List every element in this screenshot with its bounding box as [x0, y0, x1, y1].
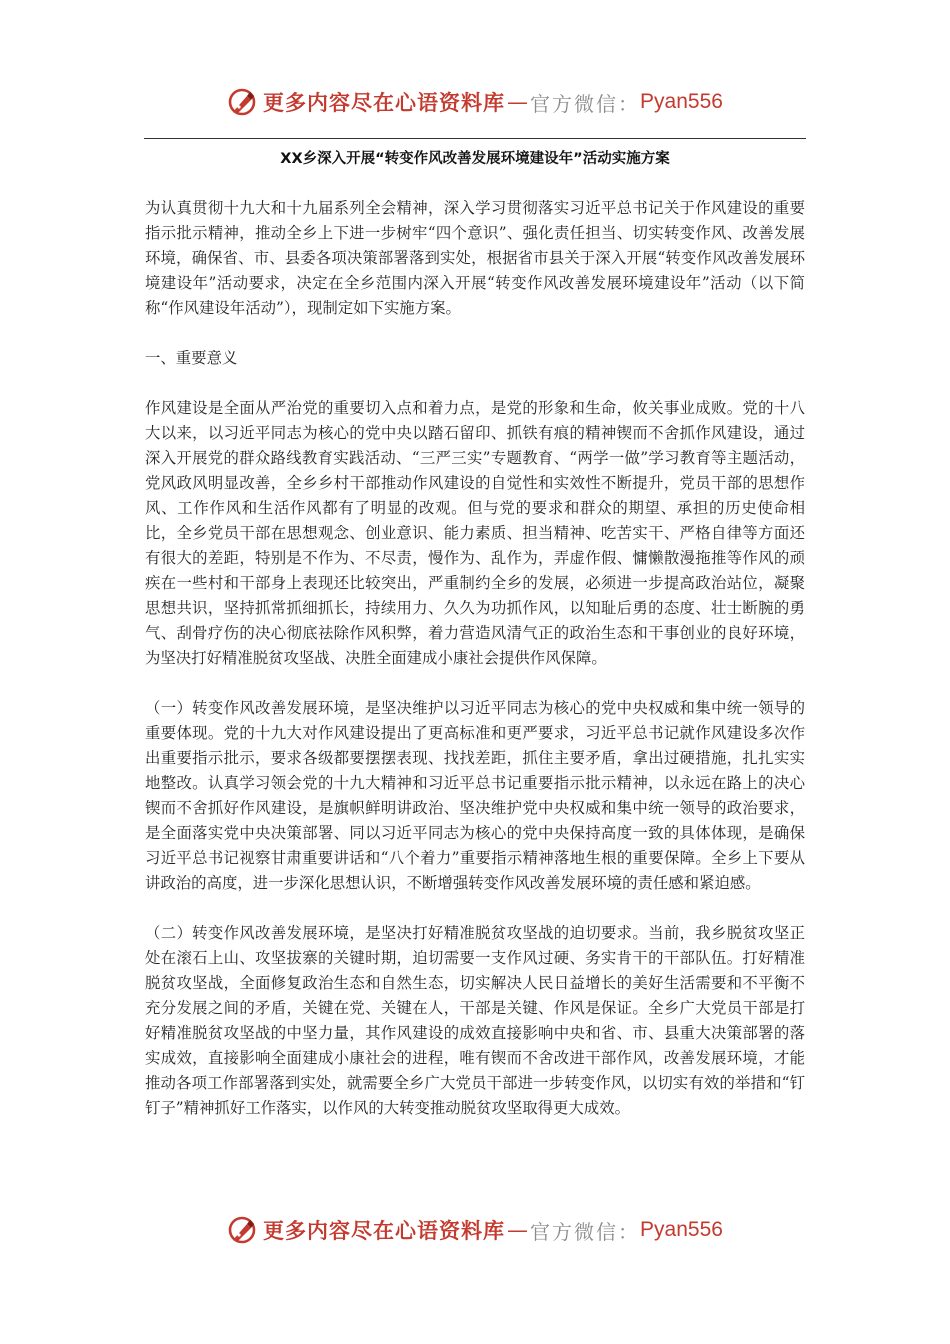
pen-nib-logo-icon	[227, 1215, 257, 1245]
watermark-wechat-id: Pyan556	[640, 90, 723, 113]
section-heading: 一、重要意义	[145, 349, 238, 367]
watermark-label: 官方微信：	[530, 91, 641, 116]
point-two-paragraph: （二）转变作风改善发展环境，是坚决打好精准脱贫攻坚战的迫切要求。当前，我乡脱贫攻坚正处在滚石上山、攻坚拔寨的关键时期，迫切需要一支作风过硬、务实肯干的干部队伍。打好精准脱贫攻坚战，全面修复政治生态和自然生态，切实解决人民日益增长的美好生活需要和不平衡不充分发展之间的矛盾，关键在党、关键在人，干部是关键、作风是保证。全乡广大党员干部是打好精准脱贫攻坚战的中坚力量，其作风建设的成效直接影响中央和省、市、县重大决策部署的落实成效，直接影响全面建成小康社会的进程，唯有锲而不舍改进干部作风，改善发展环境，才能推动各项工作部署落到实处，就需要全乡广大党员干部进一步转变作风，以切实有效的举措和“钉钉子”精神抓好工作落实，以作风的大转变推动脱贫攻坚取得更大成效。	[145, 924, 805, 1117]
watermark-wechat-id: Pyan556	[640, 1218, 723, 1241]
document-title: XX乡深入开展“转变作风改善发展环境建设年”活动实施方案	[280, 151, 670, 167]
watermark-dash: —	[507, 90, 529, 114]
watermark-dash: —	[507, 1218, 529, 1242]
watermark-banner-top	[0, 82, 950, 122]
point-one-paragraph: （一）转变作风改善发展环境，是坚决维护以习近平同志为核心的党中央权威和集中统一领导的重要体现。党的十九大对作风建设提出了更高标准和更严要求，习近平总书记就作风建设多次作出重要指示批示，要求各级都要摆摆表现、找找差距，抓住主要矛盾，拿出过硬措施，扎扎实实地整改。认真学习领会党的十九大精神和习近平总书记重要指示批示精神，以永远在路上的决心锲而不舍抓好作风建设，是旗帜鲜明讲政治、坚决维护党中央权威和集中统一领导的政治要求，是全面落实党中央决策部署、同以习近平同志为核心的党中央保持高度一致的具体体现，是确保习近平总书记视察甘肃重要讲话和“八个着力”重要指示精神落地生根的重要保障。全乡上下要从讲政治的高度，进一步深化思想认识，不断增强转变作风改善发展环境的责任感和紧迫感。	[145, 699, 805, 892]
watermark-text: 更多内容尽在心语资料库	[263, 90, 506, 115]
watermark-banner-bottom	[0, 1210, 950, 1250]
watermark-label: 官方微信：	[530, 1219, 641, 1244]
section-paragraph: 作风建设是全面从严治党的重要切入点和着力点，是党的形象和生命，攸关事业成败。党的十八大以来，以习近平同志为核心的党中央以踏石留印、抓铁有痕的精神锲而不舍抓作风建设，通过深入开展党的群众路线教育实践活动、“三严三实”专题教育、“两学一做”学习教育等主题活动，党风政风明显改善，全乡乡村干部推动作风建设的自觉性和实效性不断提升，党员干部的思想作风、工作作风和生活作风都有了明显的改观。但与党的要求和群众的期望、承担的历史使命相比，全乡党员干部在思想观念、创业意识、能力素质、担当精神、吃苦实干、严格自律等方面还有很大的差距，特别是不作为、不尽责，慢作为、乱作为，弄虚作假、慵懒散漫拖推等作风的顽疾在一些村和干部身上表现还比较突出，严重制约全乡的发展，必须进一步提高政治站位，凝聚思想共识，坚持抓常抓细抓长，持续用力、久久为功抓作风，以知耻后勇的态度、壮士断腕的勇气、刮骨疗伤的决心彻底祛除作风积弊，着力营造风清气正的政治生态和干事创业的良好环境，为坚决打好精准脱贫攻坚战、决胜全面建成小康社会提供作风保障。	[145, 399, 805, 667]
intro-paragraph: 为认真贯彻十九大和十九届系列全会精神，深入学习贯彻落实习近平总书记关于作风建设的重要指示批示精神，推动全乡上下进一步树牢“四个意识”、强化责任担当、切实转变作风、改善发展环境，确保省、市、县委各项决策部署落到实处，根据省市县关于深入开展“转变作风改善发展环境建设年”活动要求，决定在全乡范围内深入开展“转变作风改善发展环境建设年”活动（以下简称“作风建设年活动”），现制定如下实施方案。	[145, 199, 805, 317]
pen-nib-logo-icon	[227, 87, 257, 117]
header-divider	[144, 138, 806, 139]
watermark-text: 更多内容尽在心语资料库	[263, 1218, 506, 1243]
document-body	[145, 196, 805, 1146]
